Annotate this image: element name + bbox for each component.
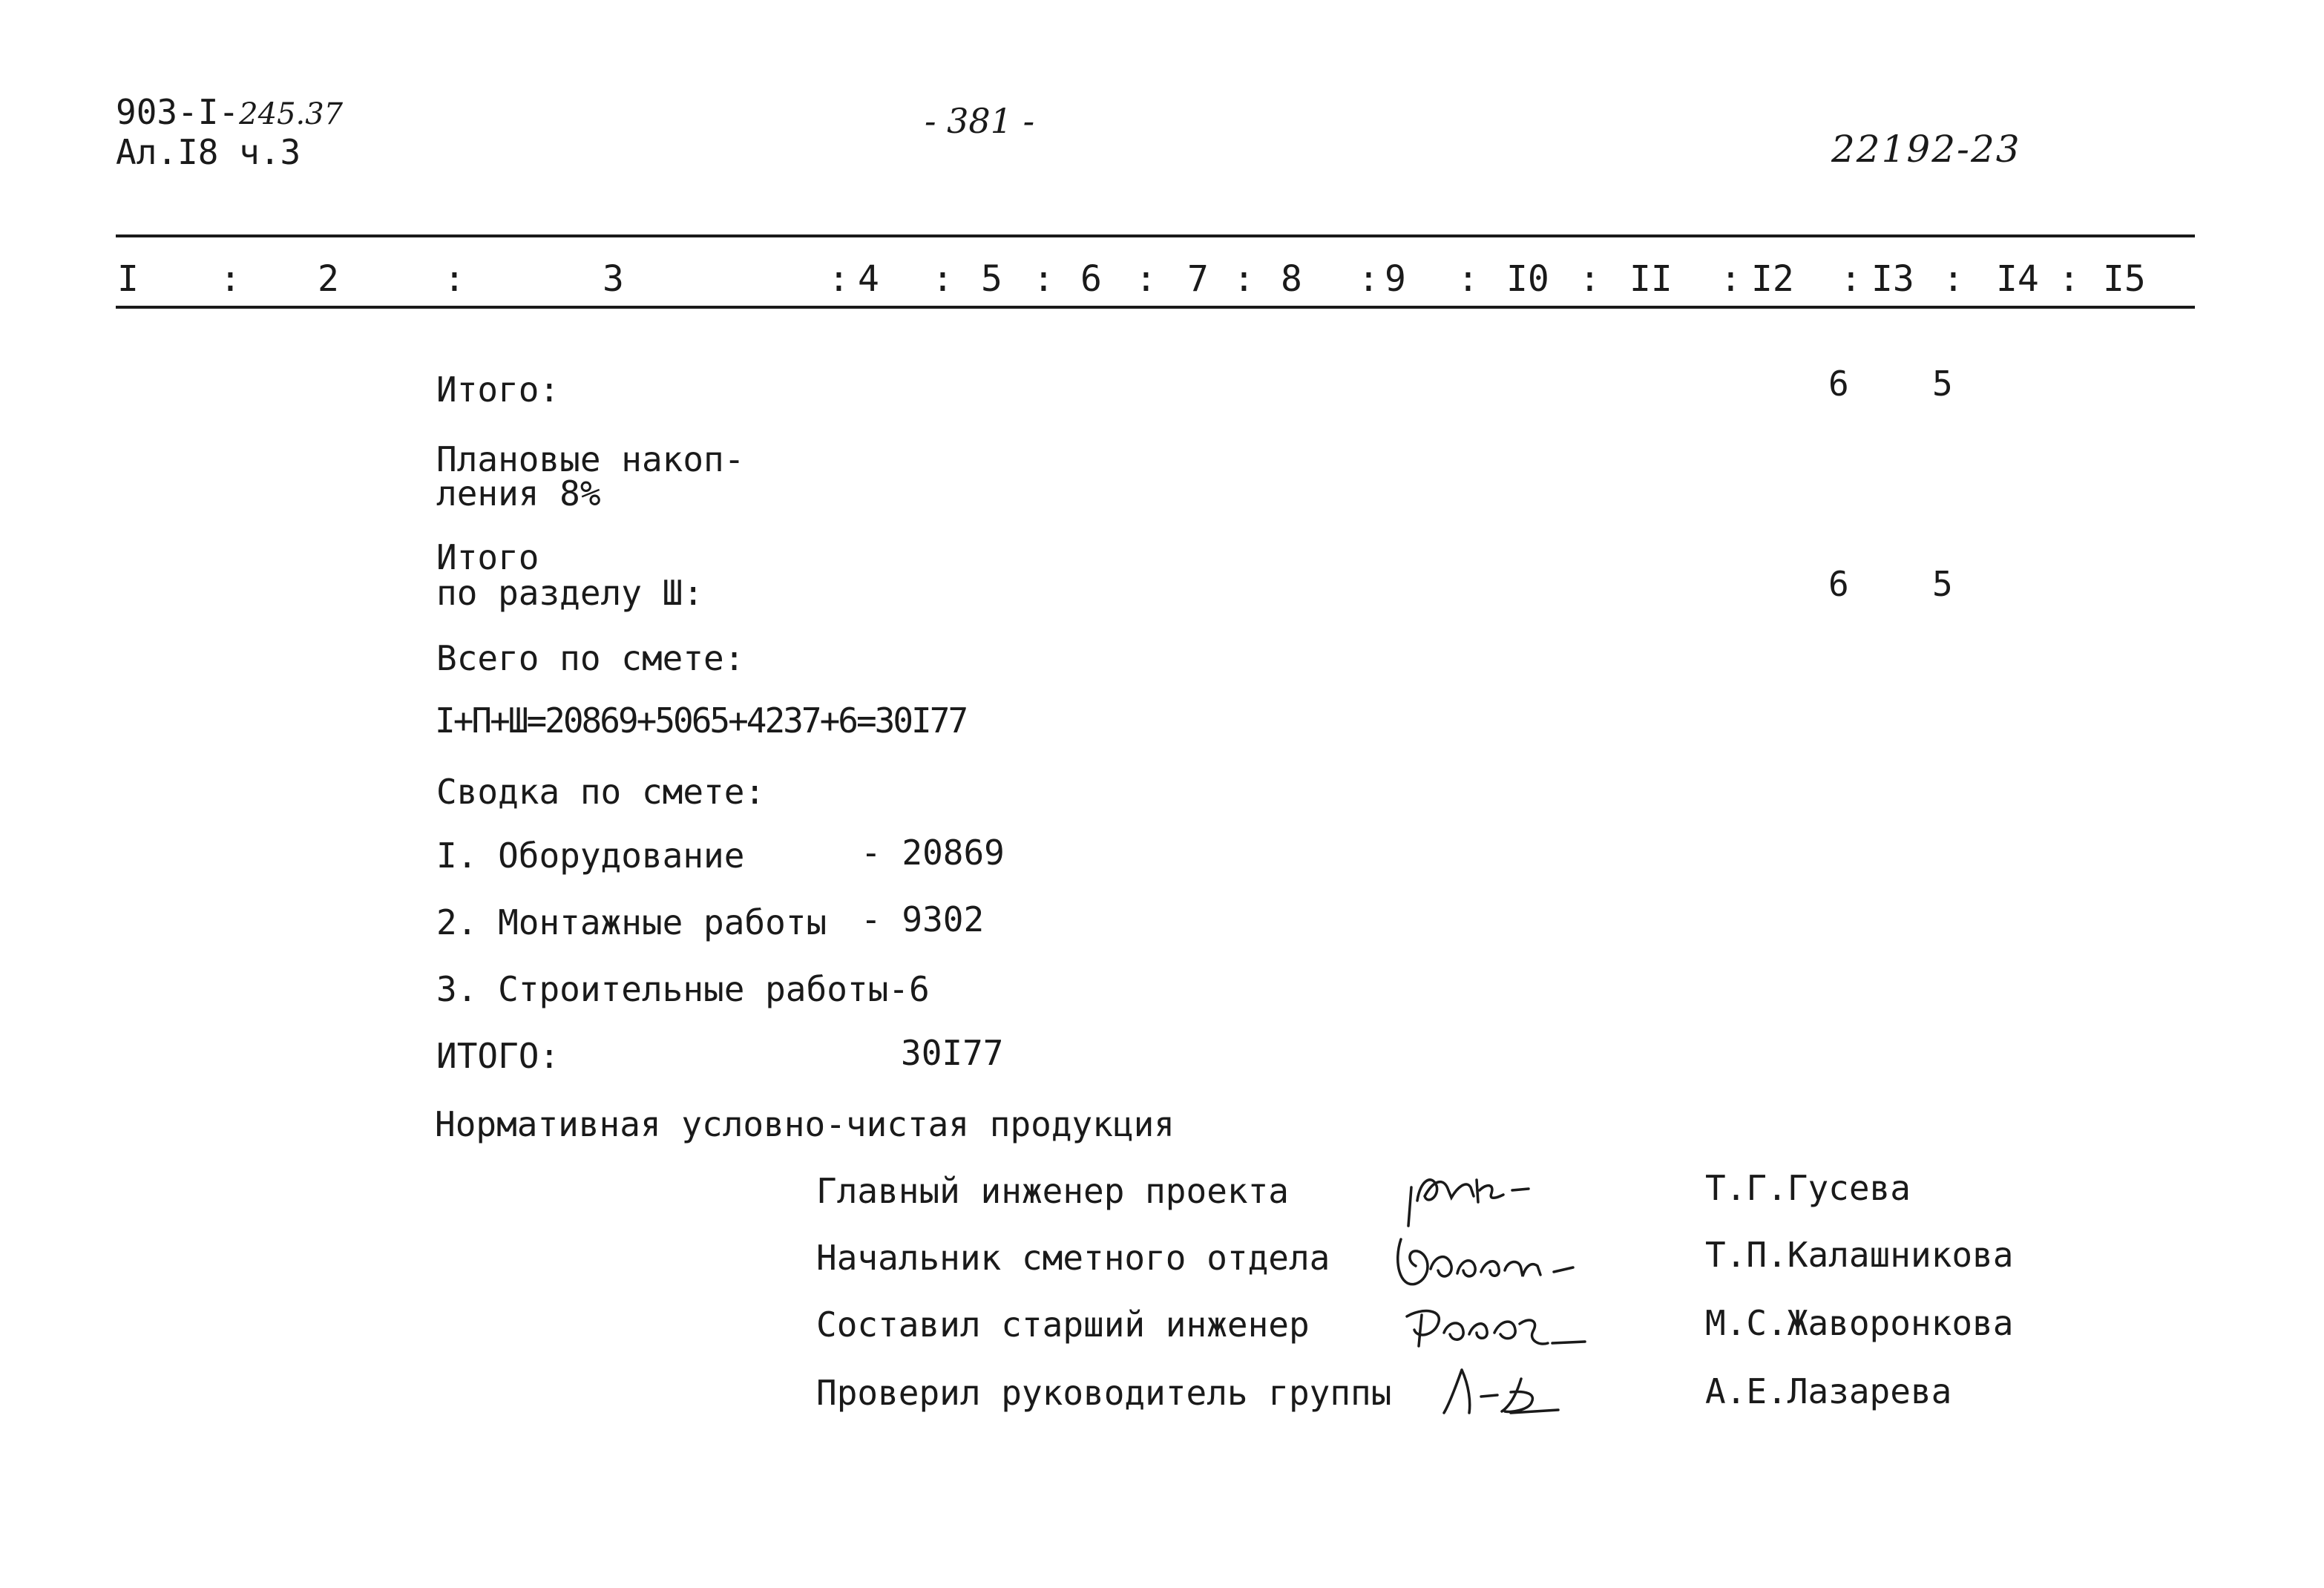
summary-label: Сводка по смете: xyxy=(436,772,766,812)
column-separator: : xyxy=(1135,258,1157,300)
normative-product-label: Нормативная условно-чистая продукция xyxy=(435,1104,1175,1144)
section-total-col12-value: 6 xyxy=(1828,564,1849,604)
signature-gusev xyxy=(1395,1158,1558,1232)
signatory-position: Главный инженер проекта xyxy=(816,1171,1289,1211)
section-total-col13-value: 5 xyxy=(1932,564,1953,604)
estimate-total-formula: I+П+Ш=20869+5065+4237+6=30I77 xyxy=(435,701,967,741)
itogo-col13-value: 5 xyxy=(1932,364,1953,404)
section-total-line1: Итого xyxy=(436,537,539,577)
section-total-line2: по разделу Ш: xyxy=(436,573,704,613)
column-number: I2 xyxy=(1751,258,1794,300)
signatory-position: Составил старший инженер xyxy=(816,1305,1310,1345)
itogo-label: Итого: xyxy=(436,370,560,410)
column-number: I0 xyxy=(1506,258,1549,300)
signatory-position: Проверил руководитель группы xyxy=(816,1373,1392,1413)
column-number: 5 xyxy=(981,258,1002,300)
summary-item-label: 2. Монтажные работы xyxy=(436,902,827,942)
column-separator: : xyxy=(828,258,850,300)
summary-total-label: ИТОГО: xyxy=(436,1036,560,1076)
column-number: II xyxy=(1629,258,1673,300)
planned-savings-line2: ления 8% xyxy=(436,473,601,514)
signatory-position: Начальник сметного отдела xyxy=(816,1238,1330,1278)
column-number: I5 xyxy=(2103,258,2146,300)
document-code xyxy=(116,92,344,132)
estimate-total-label: Всего по смете: xyxy=(436,638,745,678)
document-code-handwritten: 245.37 xyxy=(239,97,344,131)
column-separator: : xyxy=(932,258,953,300)
signatory-name: Т.Г.Гусева xyxy=(1705,1168,1911,1208)
column-separator: : xyxy=(1358,258,1379,300)
summary-item-value: - 20869 xyxy=(861,833,1005,873)
column-number: 2 xyxy=(318,258,339,300)
column-number: 6 xyxy=(1080,258,1102,300)
summary-item-label: 3. Строительные работы-6 xyxy=(436,969,930,1009)
signatory-name: М.С.Жаворонкова xyxy=(1705,1303,2014,1343)
column-separator: : xyxy=(1840,258,1862,300)
column-separator: : xyxy=(1233,258,1255,300)
column-number: 9 xyxy=(1385,258,1406,300)
column-separator: : xyxy=(2058,258,2080,300)
archive-number: 22192-23 xyxy=(1831,128,2021,171)
column-separator: : xyxy=(444,258,465,300)
planned-savings-line1: Плановые накоп- xyxy=(436,439,745,479)
column-separator: : xyxy=(1579,258,1601,300)
signature-zhavoronkov xyxy=(1399,1294,1637,1361)
column-separator: : xyxy=(220,258,241,300)
summary-total-value: 30I77 xyxy=(901,1033,1004,1073)
column-separator: : xyxy=(1720,258,1742,300)
column-separator: : xyxy=(1457,258,1479,300)
itogo-col12-value: 6 xyxy=(1828,364,1849,404)
signature-kalashnikov xyxy=(1386,1224,1624,1299)
page-number: - 381 - xyxy=(925,101,1035,141)
summary-item-label: I. Оборудование xyxy=(436,836,745,876)
header-top-rule xyxy=(116,234,2195,237)
signatory-name: Т.П.Калашникова xyxy=(1705,1235,2014,1275)
column-number: 7 xyxy=(1187,258,1209,300)
column-number: I4 xyxy=(1996,258,2039,300)
column-separator: : xyxy=(1033,258,1054,300)
document-code-printed: 903-I- xyxy=(116,92,240,132)
signature-lazarev xyxy=(1440,1364,1603,1423)
column-number: 4 xyxy=(858,258,879,300)
header-bottom-rule xyxy=(116,306,2195,309)
column-number: 8 xyxy=(1281,258,1302,300)
summary-item-value: - 9302 xyxy=(861,899,985,939)
column-separator: : xyxy=(1943,258,1964,300)
column-number: I xyxy=(117,258,139,300)
album-line: Ал.I8 ч.3 xyxy=(116,132,301,172)
column-number: I3 xyxy=(1871,258,1914,300)
column-number: 3 xyxy=(603,258,624,300)
signatory-name: А.Е.Лазарева xyxy=(1705,1371,1952,1411)
